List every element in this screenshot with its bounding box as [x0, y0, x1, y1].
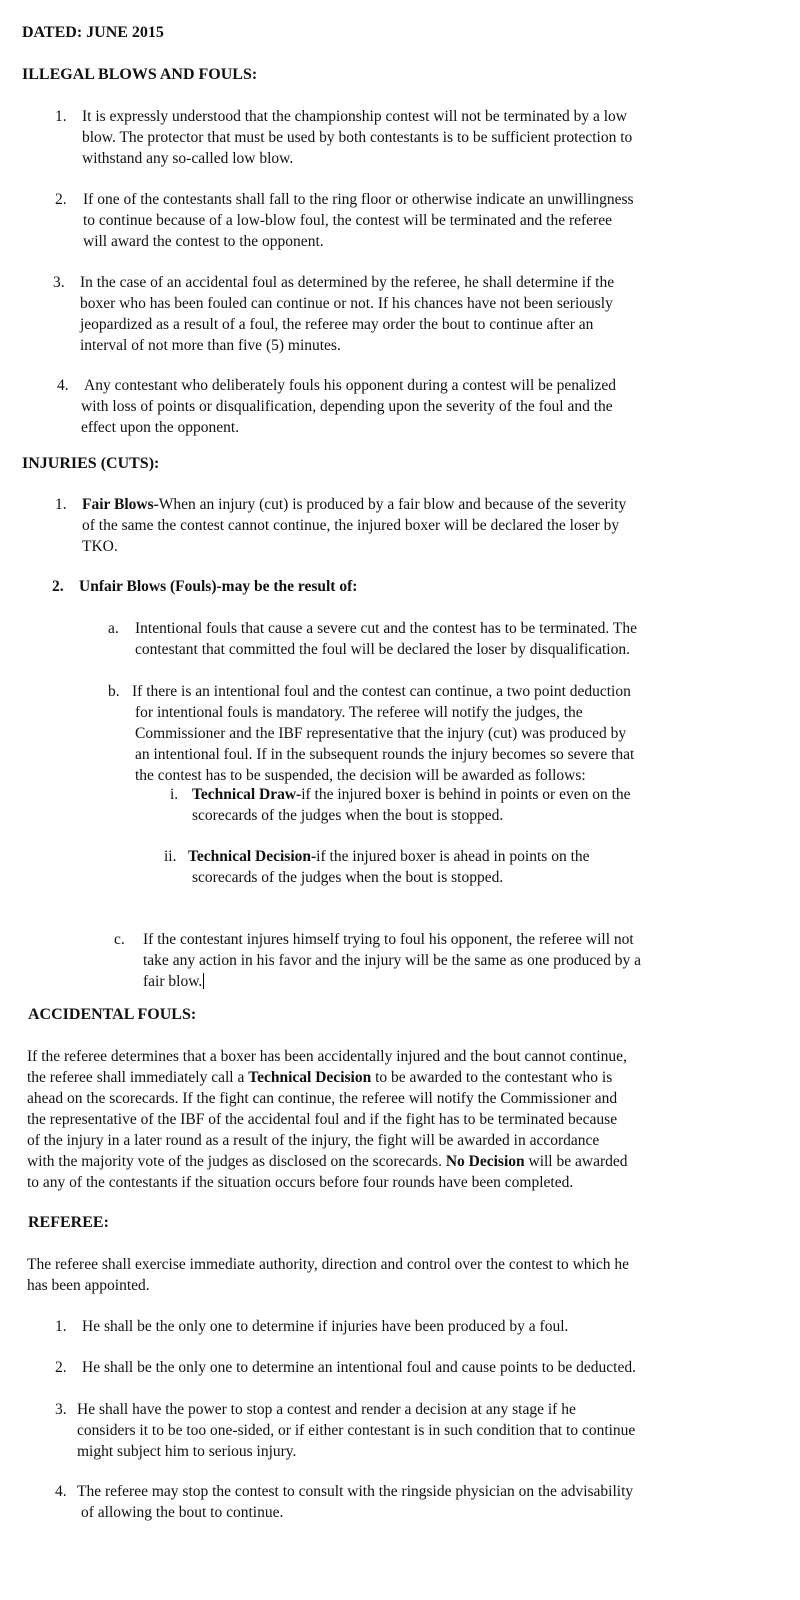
- list-marker: ii.: [164, 848, 177, 865]
- list-marker: c.: [114, 931, 125, 948]
- text-line: If one of the contestants shall fall to the ring floor or otherwise indicate an unwillingness: [83, 191, 634, 208]
- list-marker: 1.: [55, 1318, 67, 1335]
- list-marker: 4.: [57, 377, 69, 394]
- list-marker: 2.: [55, 191, 67, 208]
- list-marker: 1.: [55, 496, 67, 513]
- text-line: with loss of points or disqualification, depending upon the severity of the foul and the: [81, 398, 613, 415]
- text-line: ahead on the scorecards. If the fight can continue, the referee will notify the Commissioner and: [27, 1090, 618, 1107]
- text-line: scorecards of the judges when the bout is stopped.: [192, 869, 504, 886]
- text-run: if the injured boxer is ahead in points on the: [316, 848, 590, 865]
- text-line: TKO.: [82, 538, 118, 555]
- text-run: if the injured boxer is behind in points or even on the: [301, 786, 631, 803]
- term-no-decision: No Decision: [445, 1153, 525, 1170]
- text-line: might subject him to serious injury.: [77, 1443, 297, 1460]
- text-line: of the same the contest cannot continue, the injured boxer will be declared the loser by: [82, 517, 620, 534]
- text-line: Intentional fouls that cause a severe cut and the contest has to be terminated. The: [135, 620, 637, 637]
- text-line: an intentional foul. If in the subsequent rounds the injury becomes so severe that: [135, 746, 635, 763]
- dated-label: DATED: JUNE 2015: [22, 24, 164, 41]
- term-fair-blows: Fair Blows-: [82, 496, 159, 513]
- text-line: Any contestant who deliberately fouls his opponent during a contest will be penalized: [84, 377, 617, 394]
- term-unfair-blows: Unfair Blows (Fouls)-may be the result of:: [79, 578, 358, 595]
- text-line: [27, 1151, 628, 1172]
- text-line: effect upon the opponent.: [81, 419, 240, 436]
- text-line: the contest has to be suspended, the decision will be awarded as follows:: [135, 767, 586, 784]
- text-line: the representative of the IBF of the accidental foul and if the fight has to be terminated because: [27, 1111, 618, 1128]
- text-run: with the majority vote of the judges as disclosed on the scorecards.: [27, 1153, 446, 1170]
- list-marker: 2.: [55, 1359, 67, 1376]
- text-line: jeopardized as a result of a foul, the referee may order the bout to continue after an: [80, 316, 594, 333]
- text-line: considers it to be too one-sided, or if either contestant is in such condition that to continue: [77, 1422, 636, 1439]
- text-line: [143, 971, 204, 992]
- term-technical-decision: Technical Decision-: [188, 848, 317, 865]
- text-line: of allowing the bout to continue.: [81, 1504, 284, 1521]
- list-marker: a.: [108, 620, 119, 637]
- text-run: to be awarded to the contestant who is: [371, 1069, 613, 1086]
- text-line: to continue because of a low-blow foul, the contest will be terminated and the referee: [83, 212, 612, 229]
- heading-accidental-fouls: ACCIDENTAL FOULS:: [28, 1006, 197, 1023]
- list-marker: 4.: [55, 1483, 67, 1500]
- text-line: The referee shall exercise immediate authority, direction and control over the contest to which he: [27, 1256, 629, 1273]
- text-cursor: [203, 973, 204, 989]
- text-run: When an injury (cut) is produced by a fair blow and because of the severity: [158, 496, 627, 513]
- list-marker: 2.: [52, 578, 64, 595]
- text-line: [192, 784, 631, 805]
- list-marker: 3.: [55, 1401, 67, 1418]
- text-line: He shall be the only one to determine if injuries have been produced by a foul.: [82, 1318, 569, 1335]
- text-line: withstand any so-called low blow.: [82, 150, 294, 167]
- text-line: If the referee determines that a boxer has been accidentally injured and the bout cannot continue,: [27, 1048, 627, 1065]
- text-line: Commissioner and the IBF representative that the injury (cut) was produced by: [135, 725, 627, 742]
- text-line: interval of not more than five (5) minutes.: [80, 337, 341, 354]
- text-run: fair blow.: [143, 973, 203, 990]
- text-line: It is expressly understood that the championship contest will not be terminated by a low: [82, 108, 627, 125]
- text-line: will award the contest to the opponent.: [83, 233, 324, 250]
- text-line: The referee may stop the contest to consult with the ringside physician on the advisability: [77, 1483, 634, 1500]
- list-marker: i.: [170, 786, 179, 803]
- text-line: of the injury in a later round as a result of the injury, the fight will be awarded in accordance: [27, 1132, 600, 1149]
- text-line: [82, 494, 626, 515]
- text-line: contestant that committed the foul will be declared the loser by disqualification.: [135, 641, 630, 658]
- text-line: If the contestant injures himself trying to foul his opponent, the referee will not: [143, 931, 634, 948]
- heading-referee: REFEREE:: [28, 1214, 109, 1231]
- text-line: [188, 846, 590, 867]
- text-line: for intentional fouls is mandatory. The referee will notify the judges, the: [135, 704, 583, 721]
- list-marker: 1.: [55, 108, 67, 125]
- heading-illegal-blows: ILLEGAL BLOWS AND FOULS:: [22, 66, 258, 83]
- text-line: to any of the contestants if the situation occurs before four rounds have been completed.: [27, 1174, 574, 1191]
- text-line: has been appointed.: [27, 1277, 150, 1294]
- text-run: will be awarded: [524, 1153, 628, 1170]
- text-line: take any action in his favor and the injury will be the same as one produced by a: [143, 952, 641, 969]
- term-technical-decision: Technical Decision: [248, 1069, 372, 1086]
- text-run: the referee shall immediately call a: [27, 1069, 249, 1086]
- text-line: boxer who has been fouled can continue or not. If his chances have not been seriously: [80, 295, 613, 312]
- heading-injuries: INJURIES (CUTS):: [22, 455, 160, 472]
- term-technical-draw: Technical Draw-: [192, 786, 302, 803]
- list-marker: b.: [108, 683, 120, 700]
- text-line: If there is an intentional foul and the contest can continue, a two point deduction: [132, 683, 631, 700]
- text-line: scorecards of the judges when the bout is stopped.: [192, 807, 504, 824]
- text-line: In the case of an accidental foul as determined by the referee, he shall determine if the: [80, 274, 615, 291]
- list-marker: 3.: [53, 274, 65, 291]
- text-line: [27, 1067, 612, 1088]
- text-line: He shall be the only one to determine an intentional foul and cause points to be deducted.: [82, 1359, 636, 1376]
- text-line: He shall have the power to stop a contest and render a decision at any stage if he: [77, 1401, 576, 1418]
- text-line: blow. The protector that must be used by both contestants is to be sufficient protection to: [82, 129, 633, 146]
